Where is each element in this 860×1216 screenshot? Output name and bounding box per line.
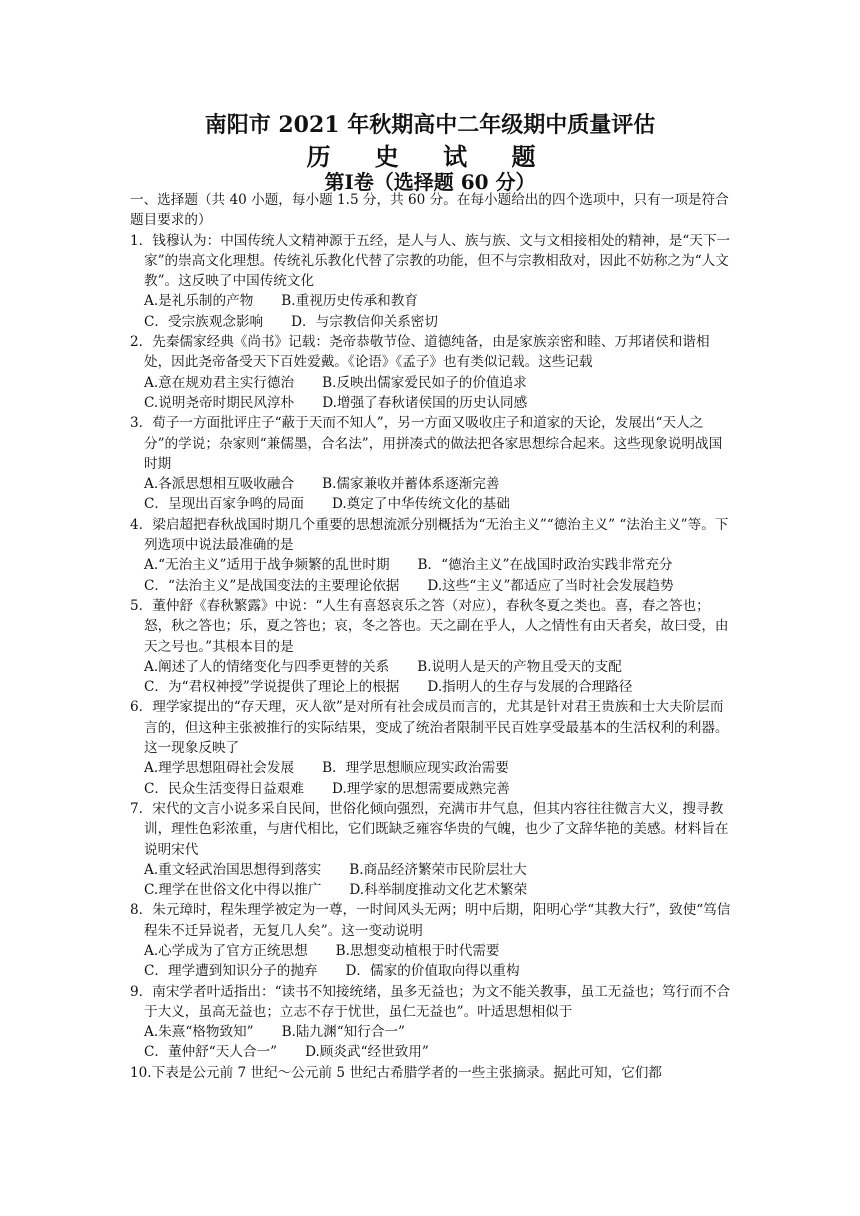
question-options bbox=[130, 494, 734, 514]
question-2 bbox=[130, 332, 734, 413]
question-stem: 1．钱穆认为：中国传统人文精神源于五经，是人与人、族与族、文与文相接相处的精神，是“天下一家”的崇高文化理想。传统礼乐教化代替了宗教的功能，但不与宗教相敌对，因此不妨称之为“人文教”。这反映了中国传统文化 bbox=[130, 232, 731, 290]
option-b: B．“德治主义”在战国时政治实践非常充分 bbox=[417, 557, 673, 574]
question-options bbox=[130, 474, 734, 494]
question-3 bbox=[130, 413, 734, 514]
option-b: B.商品经济繁荣市民阶层壮大 bbox=[349, 861, 527, 878]
question-options bbox=[130, 941, 734, 961]
option-c: C．为“君权神授”学说提供了理论上的根据 bbox=[144, 679, 400, 696]
question-options bbox=[130, 779, 734, 799]
question-options bbox=[130, 758, 734, 778]
option-b: B.儒家兼收并蓄体系逐渐完善 bbox=[322, 476, 500, 493]
option-a: A.意在规劝君主实行德治 bbox=[144, 374, 295, 391]
question-options bbox=[130, 373, 734, 393]
question-1 bbox=[130, 231, 734, 332]
question-9 bbox=[130, 982, 734, 1063]
option-d: D.顾炎武“经世致用” bbox=[305, 1044, 429, 1061]
question-5 bbox=[130, 596, 734, 697]
option-a: A.阐述了人的情绪变化与四季更替的关系 bbox=[144, 658, 390, 675]
question-options bbox=[130, 860, 734, 880]
question-options bbox=[130, 1042, 734, 1062]
option-d: D.增强了春秋诸侯国的历史认同感 bbox=[322, 394, 528, 411]
option-a: A.各派思想相互吸收融合 bbox=[144, 476, 295, 493]
option-b: B．理学思想顺应现实政治需要 bbox=[322, 760, 509, 777]
option-c: C．理学遭到知识分子的抛弃 bbox=[144, 963, 318, 980]
question-stem: 2．先秦儒家经典《尚书》记载：尧帝恭敬节俭、道德纯备，由是家族亲密和睦、万邦诸侯和谐相处，因此尧帝备受天下百姓爱戴。《论语》《孟子》也有类似记载。这些记载 bbox=[130, 334, 710, 371]
option-a: A.朱熹“格物致知” bbox=[144, 1024, 254, 1041]
option-a: A.心学成为了官方正统思想 bbox=[144, 942, 308, 959]
question-stem: 4．梁启超把春秋战国时期几个重要的思想流派分别概括为“无治主义”“德治主义” “法治主义”等。下列选项中说法最准确的是 bbox=[130, 516, 729, 554]
option-d: D.科举制度推动文化艺术繁荣 bbox=[349, 882, 528, 899]
option-c: C.说明尧帝时期民风淳朴 bbox=[144, 394, 295, 411]
question-options bbox=[130, 555, 734, 575]
option-c: C．“法治主义”是战国变法的主要理论依据 bbox=[144, 577, 400, 594]
question-8 bbox=[130, 900, 734, 981]
question-stem: 7．宋代的文言小说多采自民间，世俗化倾向强烈，充满市井气息，但其内容往往微言大义，搜寻教训，理性色彩浓重，与唐代相比，它们既缺乏雍容华贵的气魄，也少了文辞华艳的美感。材料旨在说明宋代 bbox=[130, 800, 729, 858]
subject-title: 历 史 试 题 bbox=[306, 142, 554, 171]
option-d: D.这些“主义”都适应了当时社会发展趋势 bbox=[427, 577, 674, 594]
section-instructions: 一、选择题（共 40 小题，每小题 1.5 分，共 60 分。在每小题给出的四个选项中，只有一项是符合题目要求的） bbox=[130, 192, 729, 229]
question-4 bbox=[130, 515, 734, 596]
option-d: D．儒家的价值取向得以重构 bbox=[345, 963, 520, 980]
option-b: B.思想变动植根于时代需要 bbox=[335, 942, 500, 959]
question-stem: 8．朱元璋时，程朱理学被定为一尊，一时间风头无两；明中后期，阳明心学“其教大行”，致使“笃信程朱不迁异说者，无复几人矣”。这一变动说明 bbox=[130, 902, 731, 939]
question-7 bbox=[130, 799, 734, 900]
question-stem: 10.下表是公元前 7 世纪～公元前 5 世纪古希腊学者的一些主张摘录。据此可知，它们都 bbox=[130, 1064, 662, 1081]
question-stem: 6．理学家提出的“存天理，灭人欲”是对所有社会成员而言的，尤其是针对君王贵族和士大夫阶层而言的，但这种主张被推行的实际结果，变成了统治者限制平民百姓享受最基本的生活权利的利器。这一现象反映了 bbox=[130, 699, 729, 757]
question-options bbox=[130, 393, 734, 413]
question-options bbox=[130, 961, 734, 981]
option-c: C．董仲舒“天人合一” bbox=[144, 1044, 278, 1061]
option-b: B.说明人是天的产物且受天的支配 bbox=[417, 658, 622, 675]
option-b: B.反映出儒家爱民如子的价值追求 bbox=[322, 374, 527, 391]
option-d: D.指明人的生存与发展的合理路径 bbox=[427, 679, 633, 696]
option-c: C．民众生活变得日益艰难 bbox=[144, 780, 304, 797]
question-options bbox=[130, 291, 734, 311]
option-a: A.重文轻武治国思想得到落实 bbox=[144, 861, 322, 878]
option-d: D.奠定了中华传统文化的基础 bbox=[331, 496, 510, 513]
question-options bbox=[130, 880, 734, 900]
option-a: A.“无治主义”适用于战争频繁的乱世时期 bbox=[144, 557, 390, 574]
option-c: C．呈现出百家争鸣的局面 bbox=[144, 496, 304, 513]
exam-content bbox=[130, 190, 734, 1083]
question-options bbox=[130, 312, 734, 332]
question-options bbox=[130, 576, 734, 596]
question-stem: 3．荀子一方面批评庄子“蔽于天而不知人”，另一方面又吸收庄子和道家的天论，发展出“天人之分”的学说；杂家则“兼儒墨，合名法”，用拼凑式的做法把各家思想综合起来。这些现象说明战国时期 bbox=[130, 415, 723, 472]
option-d: D.理学家的思想需要成熟完善 bbox=[331, 780, 510, 797]
option-c: C.理学在世俗文化中得以推广 bbox=[144, 882, 322, 899]
question-options bbox=[130, 1022, 734, 1042]
option-c: C．受宗族观念影响 bbox=[144, 313, 264, 330]
option-b: B.重视历史传承和教育 bbox=[281, 293, 418, 310]
option-d: D．与宗教信仰关系密切 bbox=[291, 313, 438, 330]
option-b: B.陆九渊“知行合一” bbox=[281, 1024, 405, 1041]
question-stem: 5．董仲舒《春秋繁露》中说：“人生有喜怒哀乐之答（对应），春秋冬夏之类也。喜，春之答也；怒，秋之答也；乐，夏之答也；哀，冬之答也。天之副在乎人，人之情性有由天者矣，故曰受，由天之号也。”其根本目的是 bbox=[130, 597, 729, 655]
volume-title: 第Ⅰ卷（选择题 60 分） bbox=[324, 170, 536, 194]
question-options bbox=[130, 677, 734, 697]
question-6 bbox=[130, 697, 734, 798]
question-stem: 9．南宋学者叶适指出：“读书不知接统绪，虽多无益也；为文不能关教事，虽工无益也；笃行而不合于大义，虽高无益也；立志不存于忧世，虽仁无益也”。叶适思想相似于 bbox=[130, 983, 731, 1020]
exam-title: 南阳市 2021 年秋期高中二年级期中质量评估 bbox=[204, 112, 656, 138]
question-options bbox=[130, 657, 734, 677]
option-a: A.理学思想阻碍社会发展 bbox=[144, 760, 295, 777]
option-a: A.是礼乐制的产物 bbox=[144, 293, 254, 310]
question-10 bbox=[130, 1063, 734, 1083]
